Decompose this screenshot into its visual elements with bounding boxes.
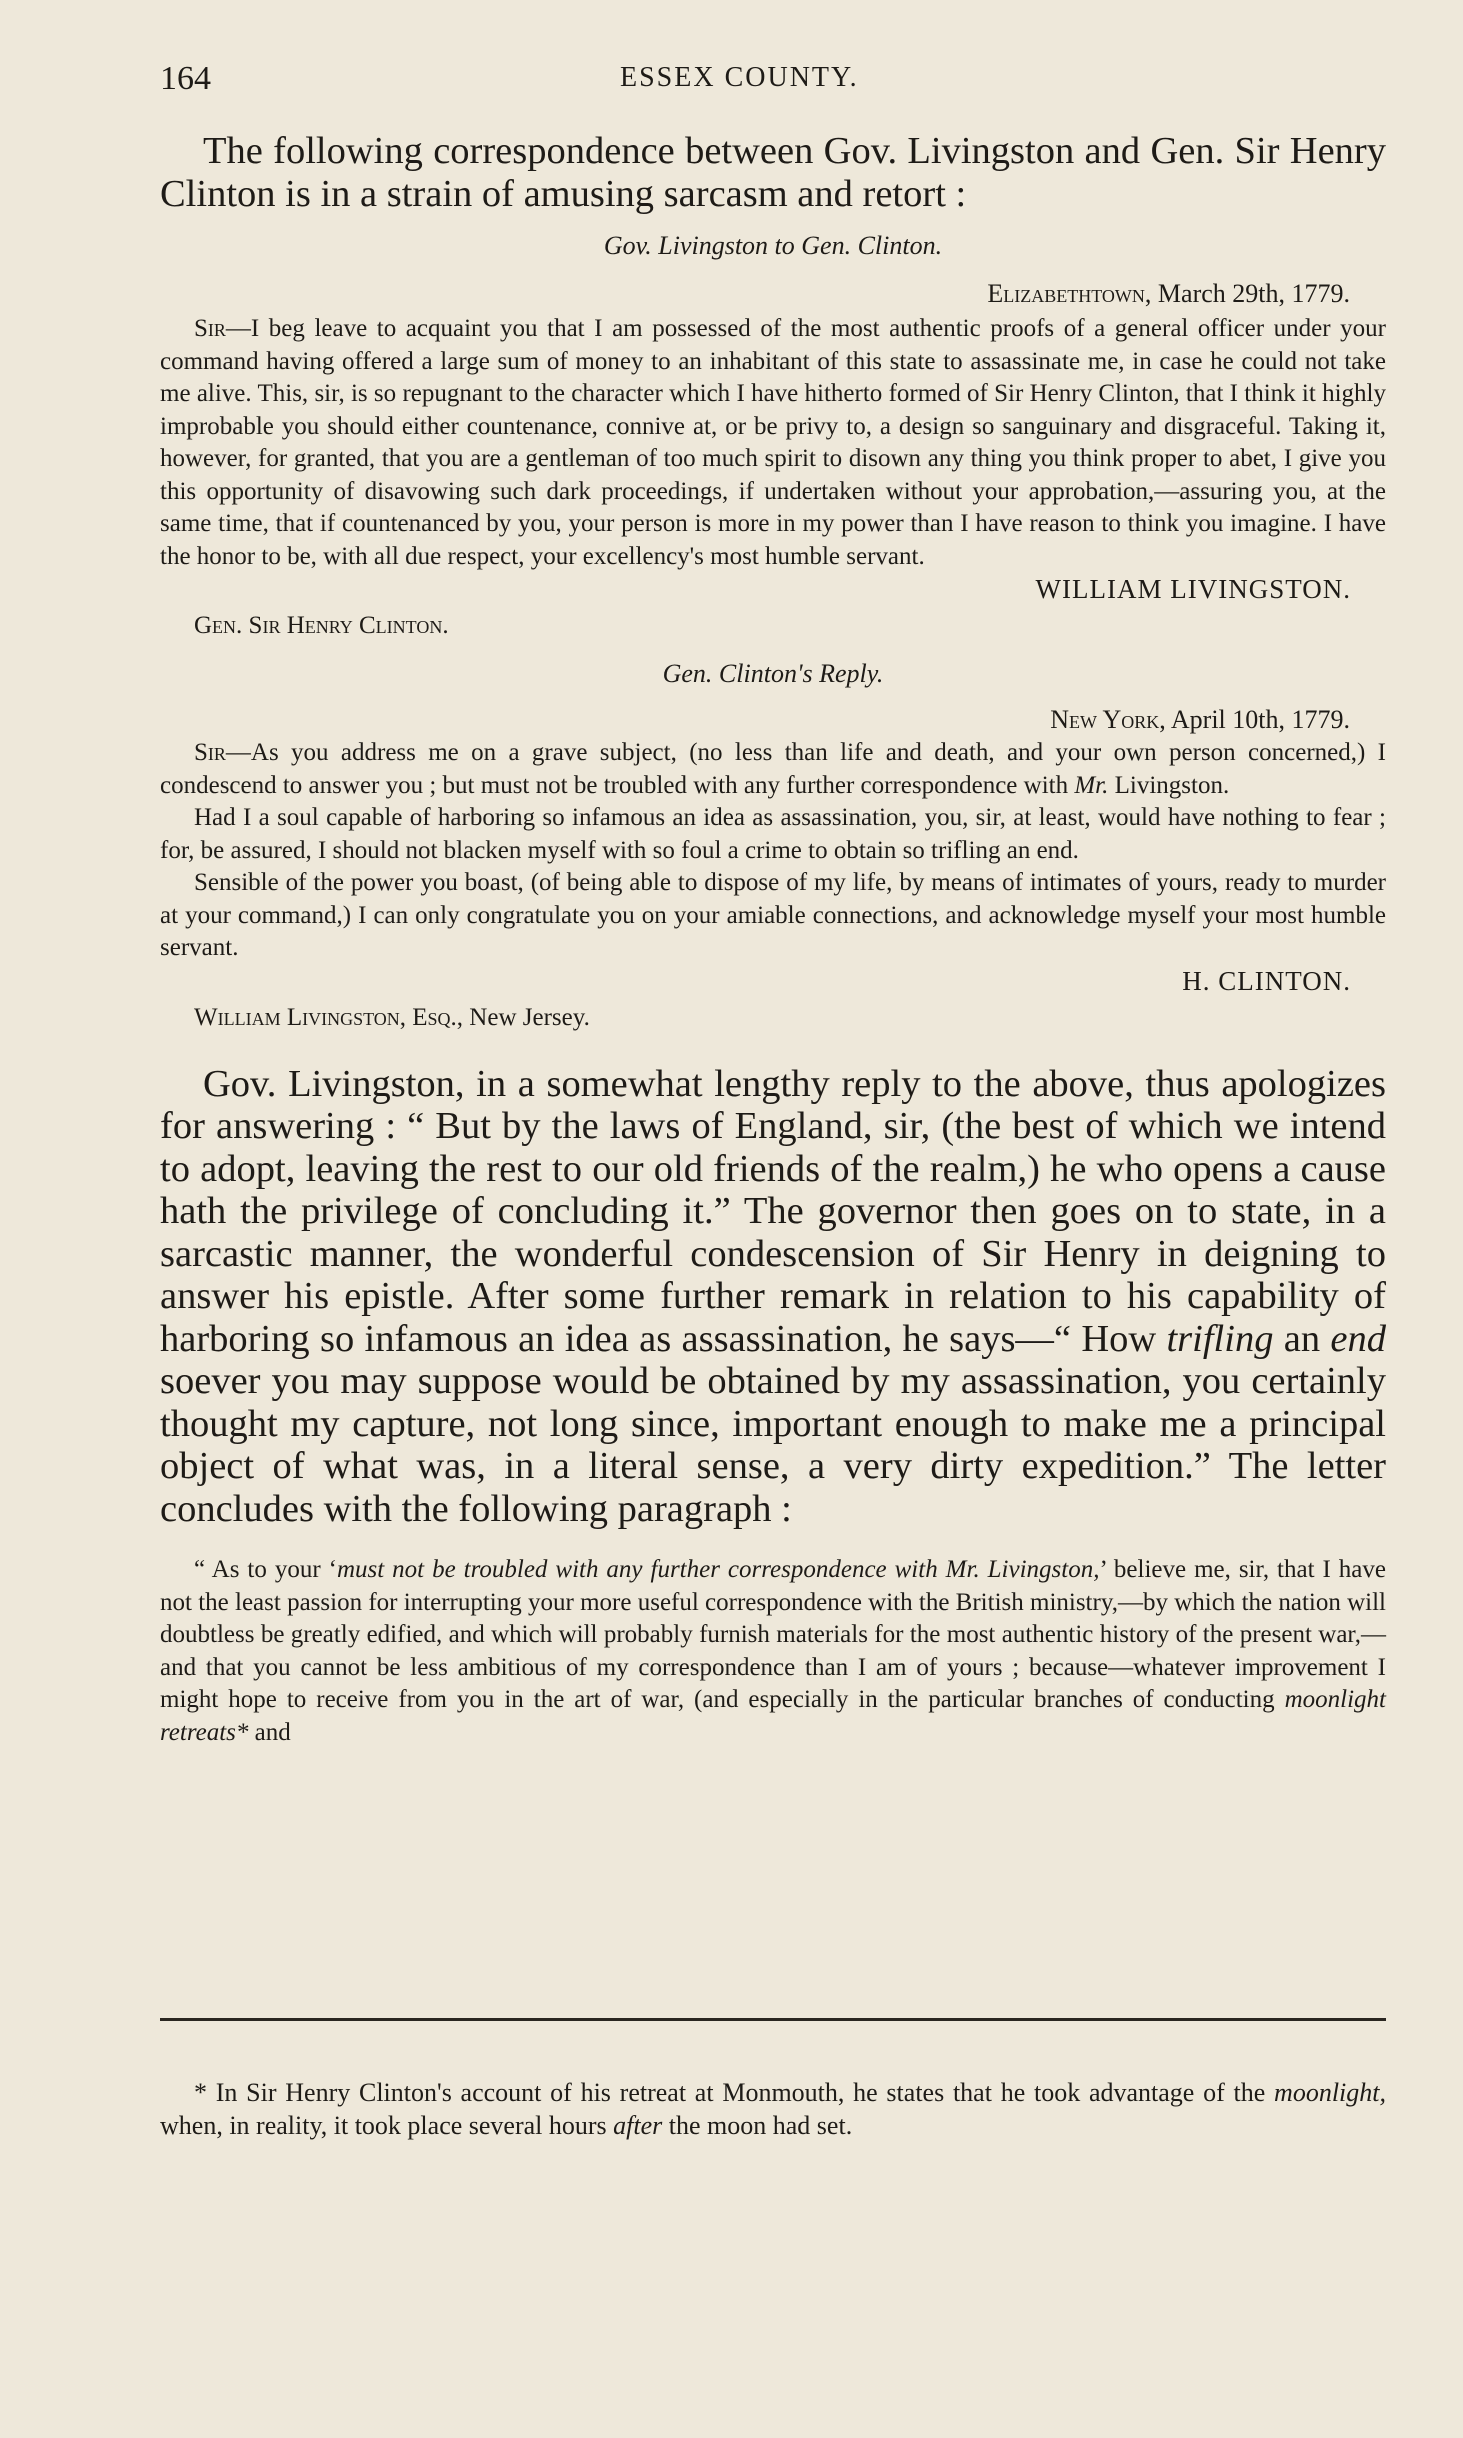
- footnote-part3: the moon had set.: [662, 2111, 853, 2140]
- quote-open: “ As to your ‘: [194, 1556, 337, 1583]
- letter2-signature: H. CLINTON.: [1182, 965, 1351, 996]
- letter2-dateline: [160, 703, 1386, 737]
- letter2-place: New York,: [1050, 705, 1166, 734]
- footnote-part1: * In Sir Henry Clinton's account of his retreat at Monmouth, he states that he took advantage of the: [194, 2078, 1275, 2107]
- letter1-salutation: Sir: [194, 315, 226, 342]
- quote-italic1: must not be troubled with any further correspondence with Mr. Livingston,: [336, 1556, 1100, 1583]
- letter1-signature: WILLIAM LIVINGSTON.: [1035, 574, 1351, 604]
- letter2-para1: [160, 737, 1386, 802]
- letter2-para1-end: Livingston.: [1108, 771, 1230, 799]
- letter1-place: Elizabethtown,: [987, 279, 1152, 308]
- narrative-paragraph: [160, 1063, 1386, 1531]
- letter1-text: —I beg leave to acquaint you that I am possessed of the most authentic proofs of a general officer under your command having offered a large sum of money to an inhabitant of this state to assassinate me, in case he could not take me alive. This, sir, is so repugnant to the character which I have hitherto formed of Sir Henry Clinton, that I think it highly improbable you should either countenance, connive at, or be privy to, a design so sanguinary and disgraceful. Taking it, however, for granted, that you are a gentleman of too much spirit to disown any thing you think proper to abet, I give you this opportunity of disavowing such dark proceedings, if undertaken without your approbation,—assuring you, at the same time, that if countenanced by you, your person is more in my power than I have reason to think you imagine. I have the honor to be, with all due respect, your excellency's most humble servant.: [160, 315, 1386, 570]
- narrative-italic1: trifling: [1166, 1317, 1274, 1360]
- letter2-addressee-place: New Jersey.: [463, 1003, 590, 1031]
- quote-paragraph: [160, 1554, 1386, 1749]
- letter1-dateline: [160, 275, 1386, 313]
- letter2-para3: Sensible of the power you boast, (of being able to dispose of my life, by means of intimates of yours, ready to murder at your command,) I can only congratulate you on your amiable connections, and acknowledge myself your most humble servant.: [160, 869, 1386, 961]
- footnote-divider: [160, 2018, 1386, 2021]
- letter2-addressee-name: William Livingston, Esq.,: [194, 1003, 464, 1031]
- letter1-addressee: Gen. Sir Henry Clinton.: [194, 612, 449, 639]
- footnote-part2: when, in reality, it took place several hours: [160, 2111, 614, 2140]
- narrative-part3: soever you may suppose would be obtained by my assassination, you certainly thought my capture, not long since, important enough to make me a principal object of what was, in a literal sense, a very dirty expedition.” The letter concludes with the following paragraph :: [160, 1360, 1386, 1530]
- letter1-body: [160, 313, 1386, 573]
- footnote: [160, 2076, 1386, 2142]
- page-body: [160, 130, 1386, 1749]
- quote-italic2: moonlight retreats*: [160, 1686, 1386, 1746]
- page-number: 164: [160, 60, 211, 97]
- running-head: ESSEX COUNTY.: [620, 62, 859, 93]
- letter1-date: March 29th, 1779.: [1157, 279, 1350, 308]
- letter2-salutation: Sir: [194, 739, 226, 766]
- letter2-para1-start: —As you address me on a grave subject, (no less than life and death, and your own person concerned,) I condescend to answer you ; but must not be troubled with any further correspondence with: [160, 739, 1386, 799]
- narrative-part2: an: [1273, 1317, 1331, 1360]
- footnote-italic1: moonlight,: [1274, 2078, 1386, 2107]
- letter2-date: April 10th, 1779.: [1170, 705, 1350, 734]
- intro-paragraph: The following correspondence between Gov. Livingston and Gen. Sir Henry Clinton is in a strain of amusing sarcasm and retort :: [160, 130, 1386, 215]
- quote-part1: ’ believe me, sir, that I have not the least passion for interrupting your more useful correspondence with the British ministry,—by which the nation will doubtless be greatly edified, and which will probably furnish materials for the most authentic history of the present war,—and that you cannot be less ambitious of my correspondence than I am of yours ; because—whatever improvement I might hope to receive from you in the art of war, (and especially in the particular branches of conducting: [160, 1556, 1386, 1713]
- narrative-part1: Gov. Livingston, in a somewhat lengthy reply to the above, thus apologizes for answering : “ But by the laws of England, sir, (the best of which we intend to adopt, leaving the rest to our old friends of the realm,) he who opens a cause hath the privilege of concluding it.” The governor then goes on to state, in a sarcastic manner, the wonderful condescension of Sir Henry in deigning to answer his epistle. After some further remark in relation to his capability of harboring so infamous an idea as assassination, he says—“ How: [160, 1062, 1386, 1360]
- footnote-italic2: after: [613, 2111, 663, 2140]
- letter2-addressee: [160, 1001, 1386, 1035]
- letter2-para2: Had I a soul capable of harboring so infamous an idea as assassination, you, sir, at least, would have nothing to fear ; for, be assured, I should not blacken myself with so foul a crime to obtain so trifling an end.: [160, 804, 1386, 864]
- narrative-italic2: end: [1330, 1317, 1386, 1360]
- letter2-para1-italic: Mr.: [1074, 771, 1109, 799]
- quote-part2: and: [248, 1718, 291, 1746]
- letter1-heading: Gov. Livingston to Gen. Clinton.: [603, 231, 943, 260]
- page-header: [160, 60, 1378, 110]
- letter2-heading: Gen. Clinton's Reply.: [662, 659, 884, 688]
